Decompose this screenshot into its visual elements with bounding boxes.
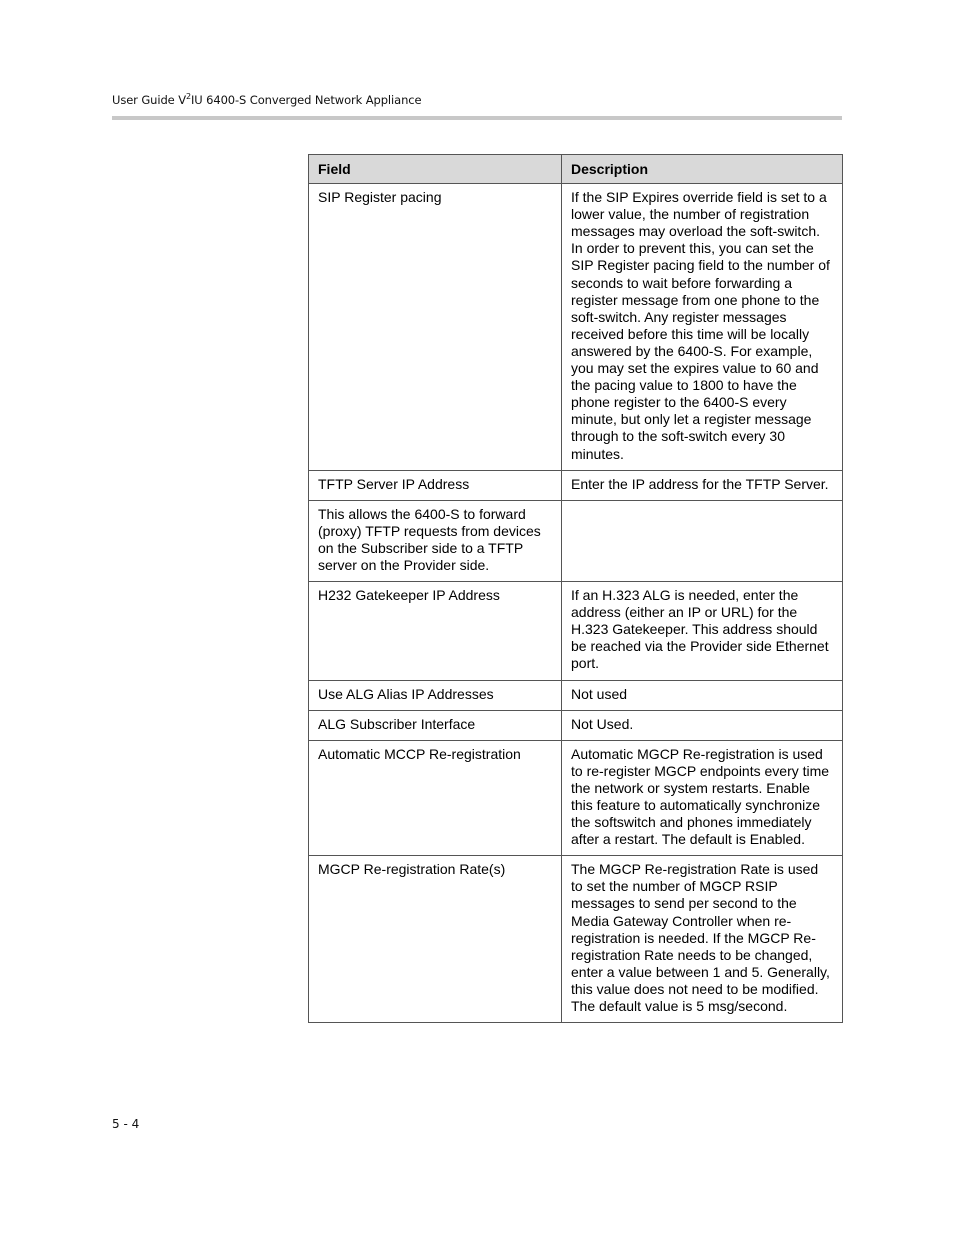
table-row <box>309 500 843 581</box>
running-header <box>112 93 421 107</box>
header-rule <box>112 116 842 120</box>
page-number: 5 - 4 <box>112 1117 140 1131</box>
field-cell: Automatic MCCP Re-registration <box>309 740 562 856</box>
table-row <box>309 740 843 856</box>
table-row <box>309 680 843 710</box>
description-cell: Not Used. <box>562 710 843 740</box>
field-cell: ALG Subscriber Interface <box>309 710 562 740</box>
field-cell: This allows the 6400-S to forward (proxy) TFTP requests from devices on the Subscriber side to a TFTP server on the Provider side. <box>309 500 562 581</box>
table-row <box>309 184 843 471</box>
column-header-description: Description <box>562 155 843 184</box>
header-title-suffix: IU 6400-S Converged Network Appliance <box>190 93 422 107</box>
table-header-row <box>309 155 843 184</box>
description-cell: If the SIP Expires override field is set to a lower value, the number of registration messages may overload the soft-switch. In order to prevent this, you can set the SIP Register pacing field to the number of seconds to wait before forwarding a register message from one phone to the soft-switch. Any register messages received before this time will be locally answered by the 6400-S. For example, you may set the expires value to 60 and the pacing value to 1800 to have the phone register to the 6400-S every minute, but only let a register message through to the soft-switch every 30 minutes. <box>562 184 843 471</box>
description-cell: Not used <box>562 680 843 710</box>
field-description-table <box>308 154 843 1023</box>
field-cell: TFTP Server IP Address <box>309 470 562 500</box>
header-title-superscript: 2 <box>185 92 191 101</box>
field-cell: SIP Register pacing <box>309 184 562 471</box>
description-cell: If an H.323 ALG is needed, enter the address (either an IP or URL) for the H.323 Gatekeeper. This address should be reached via the Provider side Ethernet port. <box>562 582 843 680</box>
column-header-field: Field <box>309 155 562 184</box>
table-row <box>309 470 843 500</box>
table-row <box>309 582 843 680</box>
header-title-prefix: User Guide V <box>112 93 186 107</box>
description-cell <box>562 500 843 581</box>
description-cell: Automatic MGCP Re-registration is used to re-register MGCP endpoints every time the network or system restarts. Enable this feature to automatically synchronize the softswitch and phones immediately after a restart. The default is Enabled. <box>562 740 843 856</box>
table-row <box>309 856 843 1023</box>
field-cell: H232 Gatekeeper IP Address <box>309 582 562 680</box>
field-cell: MGCP Re-registration Rate(s) <box>309 856 562 1023</box>
table-row <box>309 710 843 740</box>
description-cell: Enter the IP address for the TFTP Server. <box>562 470 843 500</box>
field-cell: Use ALG Alias IP Addresses <box>309 680 562 710</box>
description-cell: The MGCP Re-registration Rate is used to set the number of MGCP RSIP messages to send per second to the Media Gateway Controller when re-registration is needed. If the MGCP Re-registration Rate needs to be changed, enter a value between 1 and 5. Generally, this value does not need to be modified. The default value is 5 msg/second. <box>562 856 843 1023</box>
